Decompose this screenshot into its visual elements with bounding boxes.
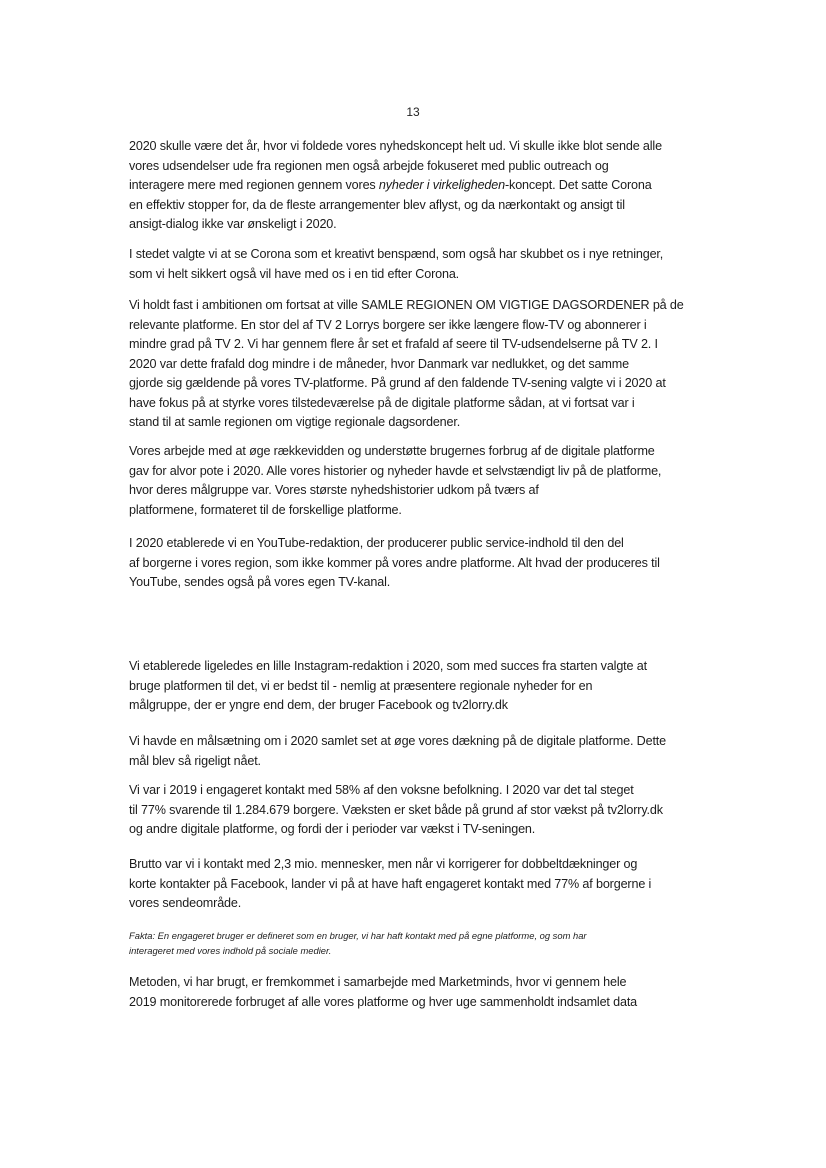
text-line: Brutto var vi i kontakt med 2,3 mio. mennesker, men når vi korrigerer for dobbeltdækninger og <box>129 857 638 871</box>
text-line: Vores arbejde med at øge rækkevidden og understøtte brugernes forbrug af de digitale platforme <box>129 444 655 458</box>
text-line: I stedet valgte vi at se Corona som et kreativt benspænd, som også har skubbet os i nye retninger, <box>129 247 664 261</box>
text-line: I 2020 etablerede vi en YouTube-redaktion, der producerer public service-indhold til den del <box>129 536 624 550</box>
italic-text-run: nyheder i virkeligheden <box>378 178 505 192</box>
text-line: vores sendeområde. <box>129 896 242 910</box>
paragraph-corona <box>129 245 719 284</box>
text-line: Vi havde en målsætning om i 2020 samlet set at øge vores dækning på de digitale platforme. Dette <box>129 734 667 748</box>
text-line: bruge platformen til det, vi er bedst til - nemlig at præsentere regionale nyheder for en <box>129 678 593 693</box>
page-number: 13 <box>406 105 420 119</box>
text-line: korte kontakter på Facebook, lander vi på at have haft engageret kontakt med 77% af borgerne i <box>129 876 652 891</box>
text-line: 2020 skulle være det år, hvor vi foldede vores nyhedskoncept helt ud. Vi skulle ikke blot sende alle <box>129 139 662 153</box>
text-line: Metoden, vi har brugt, er fremkommet i samarbejde med Marketminds, hvor vi gennem hele <box>129 975 627 989</box>
text-line: målgruppe, der er yngre end dem, der bruger Facebook og tv2lorry.dk <box>129 698 508 712</box>
text-line: interageret med vores indhold på sociale medier. <box>129 945 332 956</box>
text-line: mål blev så rigeligt nået. <box>129 753 261 768</box>
paragraph-news-concept <box>129 137 719 235</box>
text-line: 2019 monitorerede forbruget af alle vores platforme og hver uge sammenholdt indsamlet data <box>129 994 638 1009</box>
text-line: som vi helt sikkert også vil have med os i en tid efter Corona. <box>129 266 460 281</box>
text-line: gjorde sig gældende på vores TV-platforme. På grund af den faldende TV-sening valgte vi i 2020 at <box>129 376 666 390</box>
text-line: og andre digitale platforme, og fordi der i perioder var vækst i TV-seningen. <box>129 822 536 836</box>
paragraph-youtube <box>129 534 719 593</box>
text-line: gav for alvor pote i 2020. Alle vores historier og nyheder havde et selvstændigt liv på de platforme, <box>129 463 662 478</box>
text-line: stand til at samle regionen om vigtige regionale dagsordener. <box>129 415 461 429</box>
text-line: YouTube, sendes også på vores egen TV-kanal. <box>129 575 391 589</box>
paragraph-platforms <box>129 296 719 433</box>
paragraph-reach <box>129 442 719 520</box>
text-line: mindre grad på TV 2. Vi har gennem flere år set et frafald af seere til TV-udsendelserne på TV 2. I <box>129 337 658 351</box>
text-line: Fakta: En engageret bruger er defineret som en bruger, vi har haft kontakt med på egne platforme, og som har <box>129 930 587 941</box>
paragraph-gross-contact <box>129 855 719 914</box>
text-line: vores udsendelser ude fra regionen men også arbejde fokuseret med public outreach og <box>129 158 609 173</box>
text-line: Vi var i 2019 i engageret kontakt med 58% af den voksne befolkning. I 2020 var det tal steget <box>129 783 634 797</box>
text-line: af borgerne i vores region, som ikke kommer på vores andre platforme. Alt hvad der produceres til <box>129 555 660 570</box>
text-line: Vi holdt fast i ambitionen om fortsat at ville SAMLE REGIONEN OM VIGTIGE DAGSORDENER på de <box>129 298 684 312</box>
text-line: Vi etablerede ligeledes en lille Instagram-redaktion i 2020, som med succes fra starten valgte at <box>129 659 647 673</box>
paragraph-instagram <box>129 657 719 716</box>
paragraph-method <box>129 973 719 1012</box>
paragraph-engagement <box>129 781 719 840</box>
text-line: platformene, formateret til de forskellige platforme. <box>129 502 402 517</box>
paragraph-goal <box>129 732 719 771</box>
text-line: relevante platforme. En stor del af TV 2 Lorrys borgere ser ikke længere flow-TV og abonnerer i <box>129 317 647 332</box>
text-line: til 77% svarende til 1.284.679 borgere. Væksten er sket både på grund af stor vækst på tv2lorry.dk <box>129 802 663 817</box>
text-run: interagere mere med regionen gennem vores <box>129 178 379 192</box>
fakta-note <box>129 928 719 958</box>
text-line: have fokus på at styrke vores tilstedeværelse på de digitale platforme sådan, at vi fortsat var i <box>129 395 635 410</box>
text-line: hvor deres målgruppe var. Vores største nyhedshistorier udkom på tværs af <box>129 483 539 497</box>
text-line <box>129 176 719 196</box>
text-run: -koncept. Det satte Corona <box>505 178 652 192</box>
text-line: 2020 var dette frafald dog mindre i de måneder, hvor Danmark var nedlukket, og det samme <box>129 356 629 371</box>
text-line: en effektiv stopper for, da de fleste arrangementer blev aflyst, og da nærkontakt og ansigt til <box>129 197 625 212</box>
text-line: ansigt-dialog ikke var ønskeligt i 2020. <box>129 217 337 231</box>
